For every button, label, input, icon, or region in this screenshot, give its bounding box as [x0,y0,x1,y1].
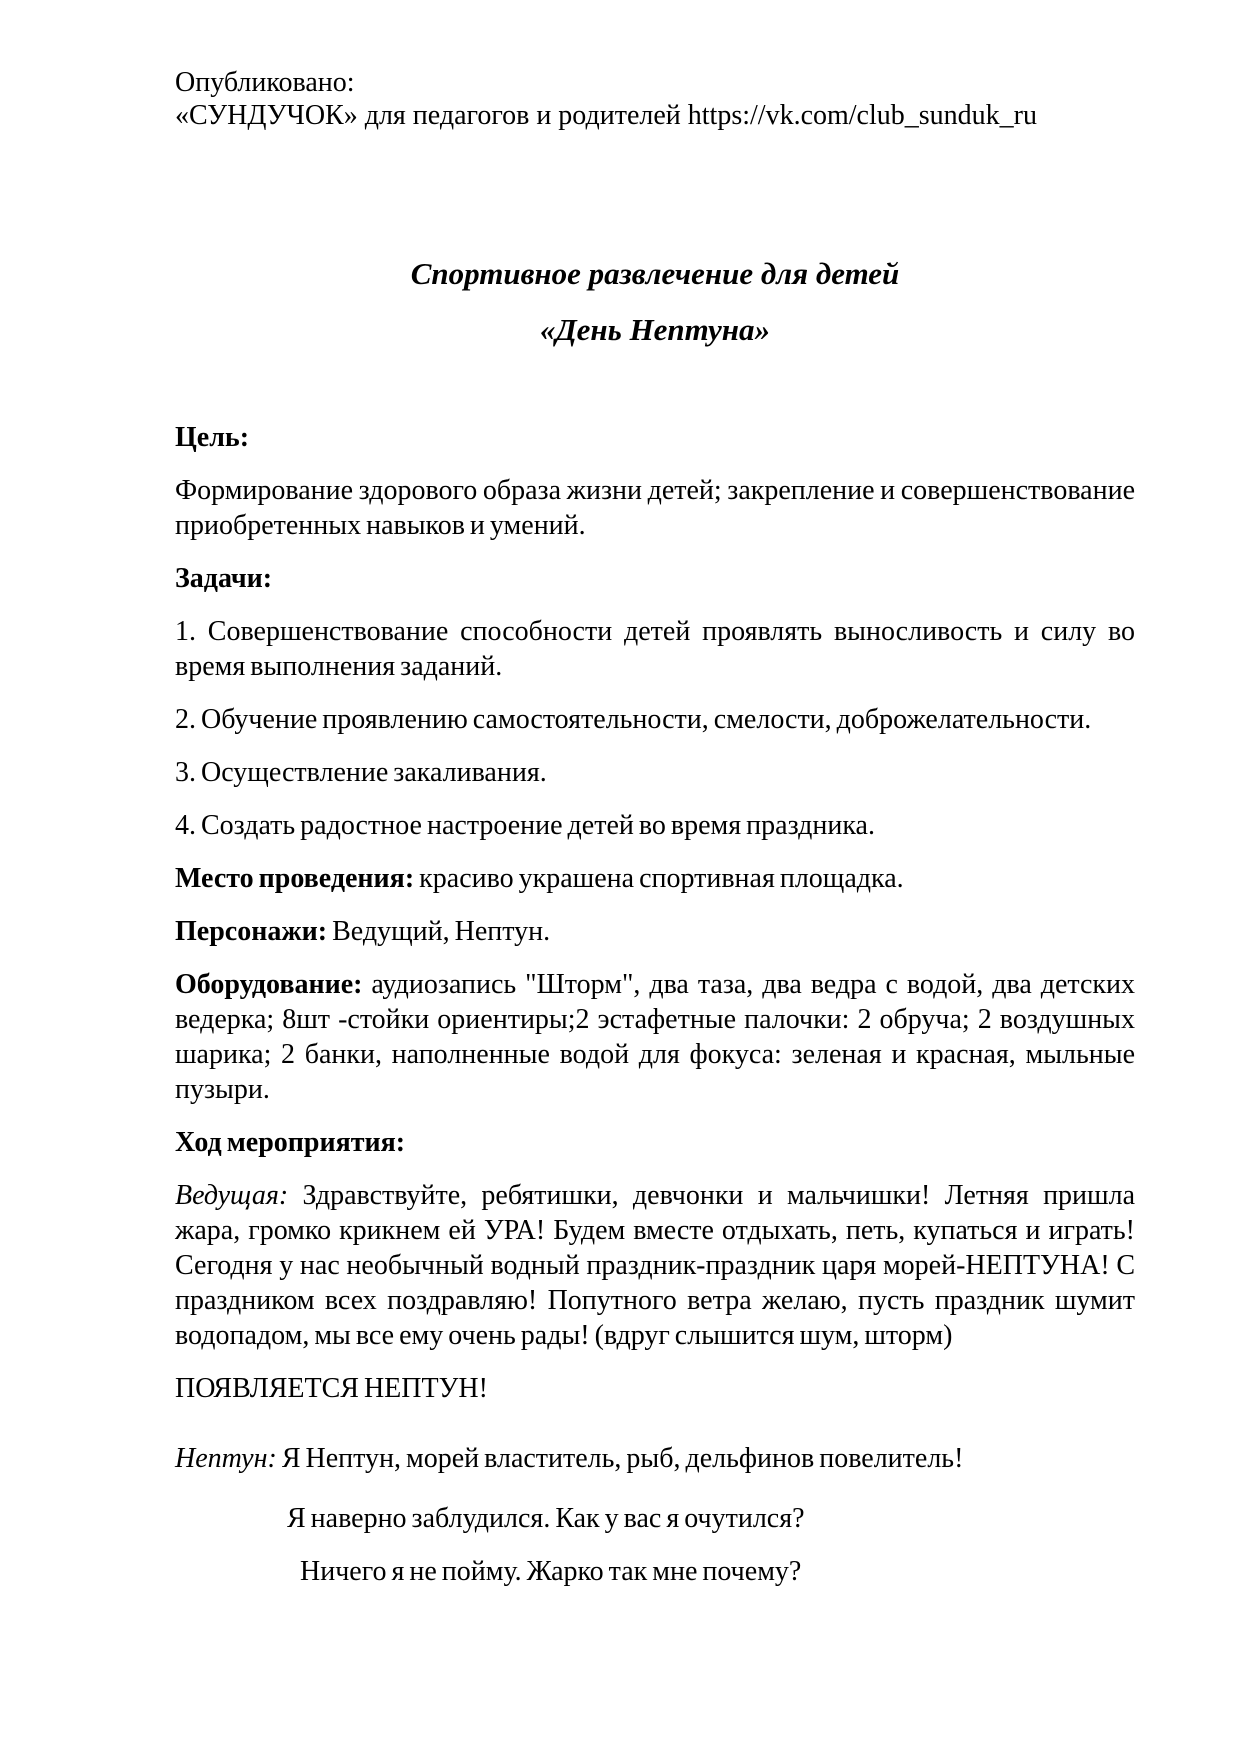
paragraph-text: 4. Создать радостное настроение детей во время праздника. [175,810,875,841]
published-line-2: «СУНДУЧОК» для педагогов и родителей https://vk.com/club_sunduk_ru [175,100,1037,131]
paragraph-host-speech [175,1178,1135,1353]
paragraph-neptune-appears [175,1371,1135,1406]
paragraph-task-3 [175,755,1135,790]
paragraph-text: ПОЯВЛЯЕТСЯ НЕПТУН! [175,1373,488,1404]
paragraph-neptune-line-2 [175,1501,1135,1536]
paragraph-goal-text [175,473,1135,543]
paragraph-task-2 [175,702,1135,737]
title-line-1: Спортивное развлечение для детей [410,256,900,291]
paragraph-label: Цель: [175,422,250,453]
paragraph-label: Место проведения: [175,863,415,894]
paragraph-text: 2. Обучение проявлению самостоятельности, смелости, доброжелательности. [175,704,1092,735]
paragraph-neptune-speech [175,1441,1135,1476]
paragraph-label: Ведущая: [175,1180,289,1211]
paragraph-location [175,861,1135,896]
paragraph-text: Формирование здорового образа жизни детей; закрепление и совершенствование приобретенных навыков и умений. [175,475,1135,541]
paragraph-text: Ничего я не пойму. Жарко так мне почему? [300,1556,802,1587]
paragraph-text: Ведущий, Нептун. [327,916,551,947]
paragraph-tasks-heading [175,561,1135,596]
paragraph-task-1 [175,614,1135,684]
published-block [175,66,1135,132]
paragraph-characters [175,914,1135,949]
paragraph-label: Персонажи: [175,916,328,947]
paragraph-text: Здравствуйте, ребятишки, девчонки и мальчишки! Летняя пришла жара, громко крикнем ей УРА! Будем вместе отдыхать, петь, купаться и играть! Сегодня у нас необычный водный праздник-праздник царя морей-НЕПТУНА! С праздником всех поздравляю! Попутного ветра желаю, пусть праздник шумит водопадом, мы все ему очень рады! (вдруг слышится шум, шторм) [175,1180,1135,1351]
paragraph-label: Нептун: [175,1443,277,1474]
paragraph-label: Оборудование: [175,969,363,1000]
paragraph-text: аудиозапись "Шторм", два таза, два ведра с водой, два детских ведерка; 8шт -стойки ориентиры;2 эстафетные палочки: 2 обруча; 2 воздушных шарика; 2 банки, наполненные водой для фокуса: зеленая и красная, мыльные пузыри. [175,969,1135,1105]
paragraph-task-4 [175,808,1135,843]
paragraph-text: красиво украшена спортивная площадка. [414,863,904,894]
paragraph-equipment [175,967,1135,1107]
document-title [175,246,1135,358]
document-body [175,420,1135,1589]
paragraph-neptune-line-3 [175,1554,1135,1589]
paragraph-text: Я наверно заблудился. Как у вас я очутился? [287,1503,805,1534]
published-line-1: Опубликовано: [175,67,355,98]
paragraph-label: Задачи: [175,563,273,594]
paragraph-text: 1. Совершенствование способности детей проявлять выносливость и силу во время выполнения заданий. [175,616,1135,682]
paragraph-goal-heading [175,420,1135,455]
paragraph-procedure-heading [175,1125,1135,1160]
title-line-2: «День Нептуна» [540,312,770,347]
paragraph-label: Ход мероприятия: [175,1127,406,1158]
paragraph-text: Я Нептун, морей властитель, рыб, дельфинов повелитель! [276,1443,964,1474]
paragraph-text: 3. Осуществление закаливания. [175,757,547,788]
